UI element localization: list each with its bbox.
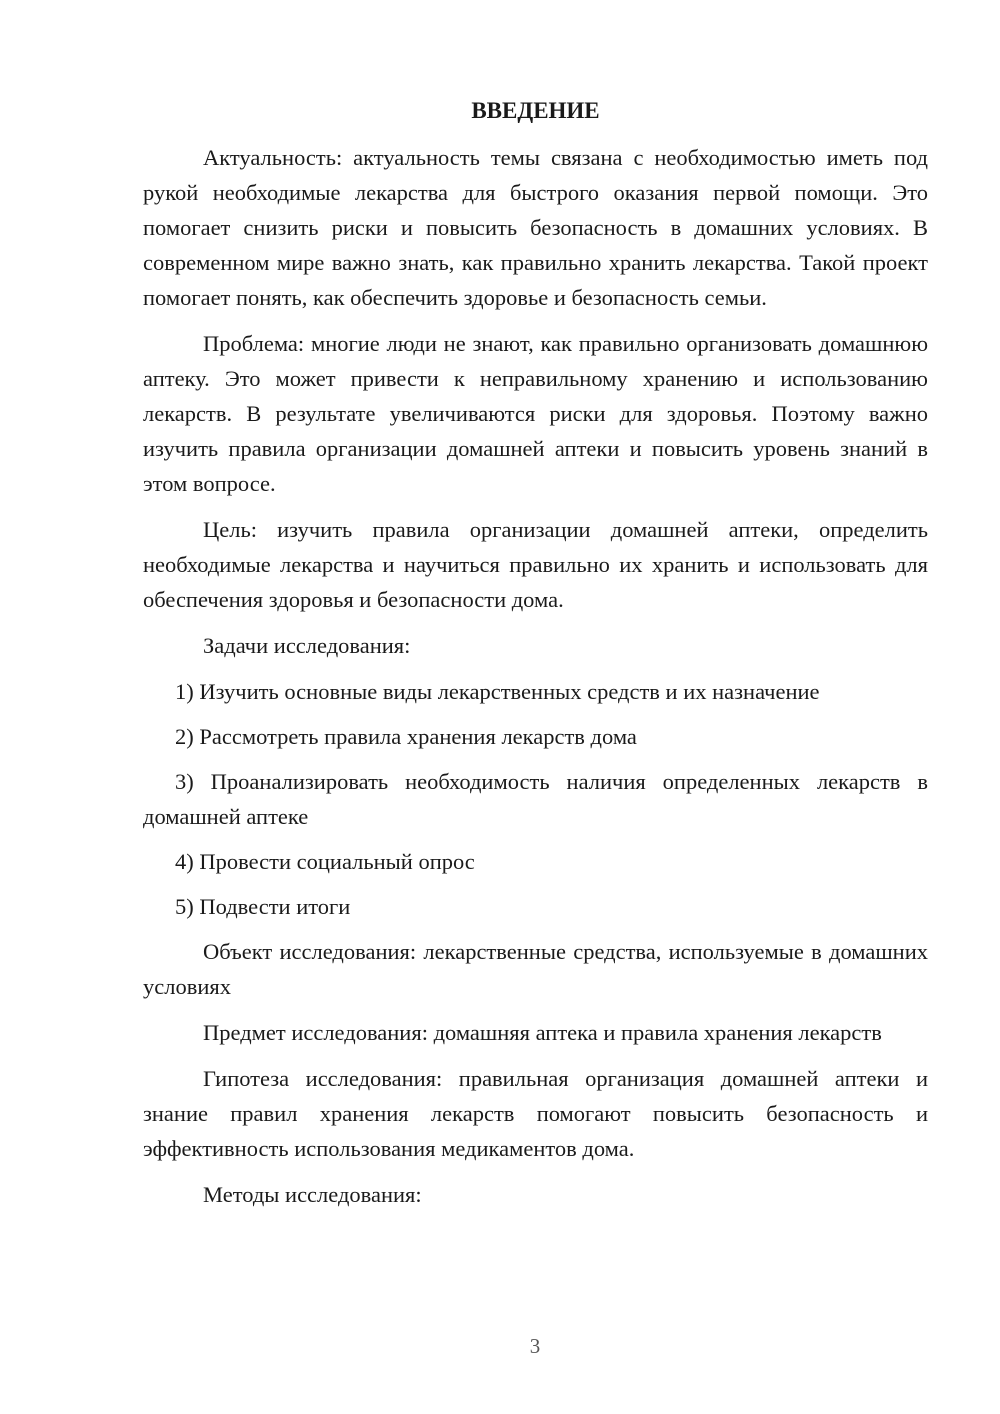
task-item-5: 5) Подвести итоги bbox=[175, 894, 351, 919]
paragraph-problem: Проблема: многие люди не знают, как правильно организовать домашнюю аптеку. Это может привести к неправильному хранению и использованию лекарств. В результате увеличиваются риски для здоровья. Поэтому важно изучить правила организации домашней аптеки и повысить уровень знаний в этом вопросе. bbox=[143, 331, 928, 496]
document-body bbox=[143, 140, 928, 1223]
section-heading: ВВЕДЕНИЕ bbox=[471, 98, 600, 123]
paragraph-goal: Цель: изучить правила организации домашней аптеки, определить необходимые лекарства и научиться правильно их хранить и использовать для обеспечения здоровья и безопасности дома. bbox=[143, 517, 928, 612]
task-item-2: 2) Рассмотреть правила хранения лекарств дома bbox=[175, 724, 637, 749]
page-number: 3 bbox=[529, 1334, 541, 1358]
task-item-1: 1) Изучить основные виды лекарственных средств и их назначение bbox=[175, 679, 820, 704]
task-item-4: 4) Провести социальный опрос bbox=[175, 849, 475, 874]
paragraph-methods: Методы исследования: bbox=[203, 1182, 422, 1207]
paragraph-relevance: Актуальность: актуальность темы связана с необходимостью иметь под рукой необходимые лекарства для быстрого оказания первой помощи. Это помогает снизить риски и повысить безопасность в домашних условиях. В современном мире важно знать, как правильно хранить лекарства. Такой проект помогает понять, как обеспечить здоровье и безопасность семьи. bbox=[143, 145, 928, 310]
paragraph-hypothesis: Гипотеза исследования: правильная организация домашней аптеки и знание правил хранения лекарств помогают повысить безопасность и эффективность использования медикаментов дома. bbox=[143, 1066, 928, 1161]
paragraph-subject: Предмет исследования: домашняя аптека и правила хранения лекарств bbox=[203, 1020, 882, 1045]
paragraph-tasks-intro: Задачи исследования: bbox=[203, 633, 411, 658]
paragraph-object: Объект исследования: лекарственные средства, используемые в домашних условиях bbox=[143, 939, 928, 999]
task-item-3: 3) Проанализировать необходимость наличия определенных лекарств в домашней аптеке bbox=[143, 769, 928, 829]
